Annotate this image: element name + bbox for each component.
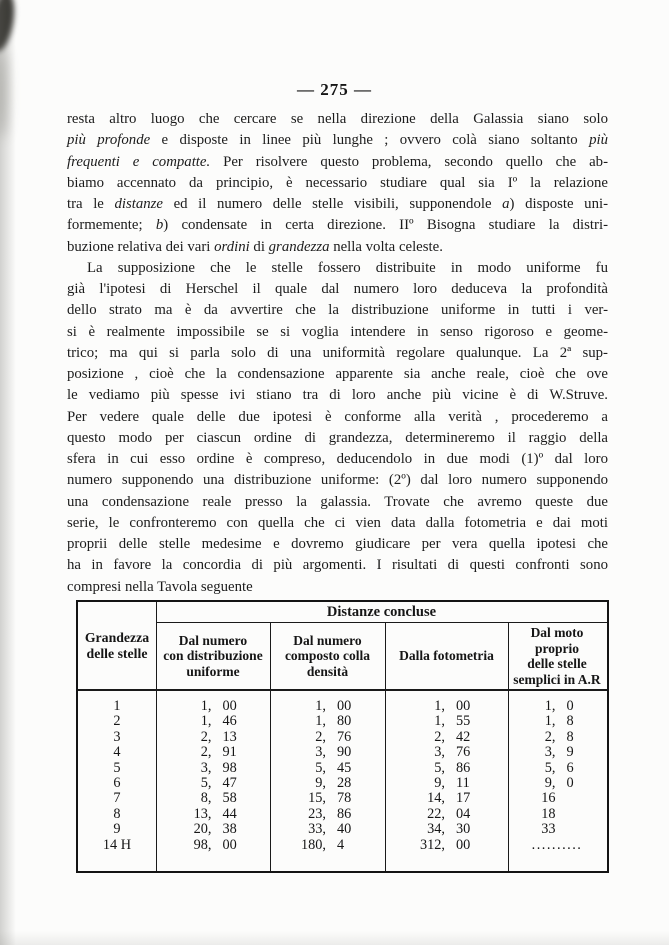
text-segment: Per risolvere questo problema, secondo quello che ab- (210, 153, 608, 170)
value-cell (156, 745, 270, 760)
header-line: semplici in A.R (513, 671, 601, 687)
page-number: — 275 — (297, 80, 372, 99)
text-segment: già l'ipotesi di Herschel il quale dal numero loro deduceva la profondità (67, 281, 608, 297)
magnitude-cell: 14 H (102, 836, 132, 853)
value-integer-part: 5, (200, 774, 212, 791)
value-decimal-part: 04 (456, 805, 471, 822)
value-integer-part: 15, (308, 790, 326, 807)
text-segment: compresi nella Tavola seguente (67, 578, 253, 595)
column-header (270, 623, 385, 689)
text-segment: una condensazione reale presso la galassia. Trovate che avremo queste due (67, 493, 608, 510)
italic-text: grandezza (268, 238, 330, 255)
column-header (156, 623, 270, 689)
text-segment: e disposte in linee più lunghe ; ovvero colà siano soltanto (150, 132, 590, 149)
value-decimal-part: 86 (456, 759, 471, 776)
value-decimal-part: 86 (337, 805, 352, 822)
italic-text: frequenti e compatte. (67, 153, 211, 170)
text-segment: nella volta celeste. (329, 238, 443, 255)
value-cell (508, 730, 606, 745)
value-cell (385, 776, 508, 791)
text-segment: ) disposte uni- (509, 196, 609, 212)
value-integer-part: 33, (308, 821, 326, 838)
column-header (385, 623, 508, 689)
text-line (67, 492, 608, 513)
value-decimal-part: 00 (222, 698, 237, 714)
value-decimal-part: 45 (337, 759, 352, 776)
value-cell (156, 807, 270, 822)
text-segment: si è realmente impossibile se si voglia intendere in senso rigoroso e geome- (67, 323, 608, 340)
value-integer-part: 312, (419, 836, 445, 853)
value-integer-part: 180, (300, 836, 326, 853)
value-decimal-part: 80 (337, 713, 352, 730)
value-decimal-part: 11 (456, 774, 470, 791)
text-segment: di (249, 238, 269, 255)
column-header (508, 623, 606, 689)
italic-text: a (502, 196, 510, 212)
table-row (78, 822, 607, 837)
value-decimal-part: 00 (222, 836, 237, 853)
text-line (67, 130, 608, 151)
value-integer-part: 9, (315, 774, 326, 791)
table-row (78, 791, 607, 806)
text-segment: ed il numero delle stelle visibili, supponendole (163, 196, 503, 212)
value-cell (385, 699, 508, 714)
value-cell (508, 838, 606, 853)
value-cell (385, 807, 508, 822)
results-table (76, 600, 609, 873)
text-block (67, 109, 608, 598)
value-decimal-part: 78 (337, 790, 352, 807)
text-line (67, 194, 608, 215)
value-integer-part: 2, (315, 728, 326, 745)
text-segment: posizione , cioè che la condensazione apparente sia anche reale, cioè che ove (67, 366, 608, 382)
text-segment: ) condensate in certa direzione. IIº Bisogna studiare la distri- (163, 217, 609, 234)
header-line: delle stelle (527, 656, 587, 671)
italic-text: b (155, 217, 164, 234)
value-integer-part: 3, (200, 759, 212, 776)
value-integer-part: 13, (193, 805, 212, 822)
value-decimal-part: 00 (456, 698, 471, 714)
column-header-grandezza (78, 602, 156, 689)
value-cell (270, 838, 385, 853)
table-row (78, 745, 607, 760)
text-line (67, 152, 608, 173)
text-line (67, 237, 608, 258)
value-integer-part: 1, (200, 713, 212, 730)
value-cell (508, 761, 606, 776)
value-decimal-part: 91 (222, 744, 237, 761)
value-cell (508, 699, 606, 714)
value-cell (385, 822, 508, 837)
value-cell (270, 822, 385, 837)
text-line (67, 343, 608, 364)
value-decimal-part: 28 (337, 774, 352, 791)
text-line (67, 555, 608, 576)
value-integer-part: 1, (434, 698, 445, 714)
value-integer-part: 1, (315, 713, 326, 730)
value-cell (508, 791, 606, 806)
italic-text: distanze (114, 196, 163, 212)
value-integer-part: 2, (434, 728, 445, 745)
value-cell (156, 776, 270, 791)
text-segment: proprii delle stelle medesime e dovremo giudicare per vera quella ipotesi che (67, 536, 608, 552)
value-decimal-part: 47 (222, 774, 237, 791)
value-integer-part: 1, (544, 698, 556, 714)
value-decimal-part: 76 (337, 728, 352, 745)
value-integer-part: 3, (434, 744, 445, 761)
value-integer-part: 23, (308, 805, 326, 822)
value-integer-part: 2, (544, 728, 556, 745)
value-cell (385, 714, 508, 729)
header-line: Dal moto proprio (530, 625, 584, 656)
value-cell (156, 730, 270, 745)
value-cell (385, 838, 508, 853)
header-line: densità (306, 663, 349, 679)
value-decimal-part: 40 (337, 821, 352, 838)
value-decimal-part: 98 (222, 759, 237, 776)
table-body (78, 699, 607, 853)
value-cell (156, 838, 270, 853)
text-line (67, 322, 608, 343)
value-cell (270, 699, 385, 714)
value-decimal-part: 9 (566, 744, 574, 761)
value-cell (156, 822, 270, 837)
text-segment: serie, le confronteremo con quella che ci vien data dalla fotometria e dai moti (67, 514, 608, 531)
text-line (67, 428, 608, 449)
table-row (78, 838, 607, 853)
ellipsis-value: .......... (531, 836, 583, 853)
text-line (67, 385, 608, 406)
text-segment: resta altro luogo che cercare se nella direzione della Galassia siano solo (67, 111, 608, 127)
value-decimal-part: 44 (222, 805, 237, 822)
table-row (78, 714, 607, 729)
text-line (67, 577, 608, 598)
value-cell (385, 761, 508, 776)
header-line: composto colla (284, 648, 371, 664)
value-decimal-part: 30 (456, 821, 471, 838)
value-decimal-part: 13 (222, 728, 237, 745)
text-line (67, 279, 608, 300)
text-line (67, 449, 608, 470)
value-decimal-part: 6 (566, 759, 574, 776)
magnitude-cell: 3 (113, 728, 121, 745)
text-segment: La supposizione che le stelle fossero distribuite in modo uniforme fu (87, 259, 608, 276)
value-decimal-part: 38 (222, 821, 237, 838)
value-integer-part: 5, (434, 759, 445, 776)
table-row (78, 730, 607, 745)
value-cell (385, 730, 508, 745)
value-cell (508, 776, 606, 791)
text-line (67, 513, 608, 534)
value-cell (270, 791, 385, 806)
header-line: uniforme (186, 663, 240, 679)
table-row (78, 807, 607, 822)
italic-text: più (589, 132, 608, 149)
header-line: con distribuzione (163, 648, 263, 664)
value-decimal-part: 00 (337, 698, 352, 714)
text-segment: sfera in cui esso ordine è compreso, deducendolo in due modi (1)º dal loro (67, 451, 608, 467)
value-integer-part: 34, (427, 821, 445, 838)
value-decimal-part: 4 (337, 836, 345, 853)
value-integer-part: 98, (193, 836, 212, 853)
header-line: Dal numero (293, 632, 362, 648)
value-cell (270, 714, 385, 729)
value-integer-part: 14, (427, 790, 445, 807)
value-cell (270, 745, 385, 760)
text-segment: ha in favore la concordia di più argomenti. I risultati di questi confronti sono (67, 557, 608, 574)
value-integer-part: 22, (427, 805, 445, 822)
value-integer-part: 18 (541, 805, 556, 822)
text-line (67, 534, 608, 555)
value-cell (385, 745, 508, 760)
text-segment: dello strato ma è da avvertire che la distribuzione uniforme in tutti i ver- (67, 302, 608, 319)
magnitude-cell: 5 (113, 759, 121, 776)
value-integer-part: 3, (315, 744, 326, 761)
value-cell (156, 714, 270, 729)
text-line (67, 300, 608, 321)
value-integer-part: 33 (541, 821, 556, 838)
value-integer-part: 20, (193, 821, 212, 838)
value-decimal-part: 90 (337, 744, 352, 761)
header-line: Dal numero (178, 632, 248, 648)
value-integer-part: 16 (541, 790, 556, 807)
value-decimal-part: 17 (456, 790, 471, 807)
value-cell (270, 807, 385, 822)
value-decimal-part: 0 (566, 774, 574, 791)
text-line (67, 215, 608, 236)
magnitude-cell: 1 (113, 698, 121, 714)
text-segment: biamo accennato da principio, è necessario studiare qual sia Iº la relazione (67, 174, 608, 191)
value-integer-part: 9, (544, 774, 556, 791)
text-segment: questo modo per ciascun ordine di grandezza, determineremo il raggio della (67, 429, 608, 446)
text-line (67, 470, 608, 491)
table-header-rule (78, 689, 607, 691)
value-integer-part: 5, (544, 759, 556, 776)
italic-text: più profonde (67, 132, 151, 149)
value-decimal-part: 58 (222, 790, 237, 807)
magnitude-cell: 8 (113, 805, 121, 822)
table-row (78, 699, 607, 714)
italic-text: ordini (214, 238, 250, 255)
text-segment: trico; ma qui si parla solo di una uniformità regolare qualunque. La 2ª sup- (67, 344, 608, 361)
magnitude-cell: 2 (113, 713, 121, 730)
value-integer-part: 1, (315, 698, 326, 714)
table-span-header: Distanze concluse (156, 602, 607, 623)
value-cell (508, 745, 606, 760)
value-cell (508, 822, 606, 837)
text-line (67, 407, 608, 428)
text-segment: formemente; (67, 217, 156, 234)
value-decimal-part: 46 (222, 713, 237, 730)
value-decimal-part: 00 (456, 836, 471, 853)
text-line (67, 109, 608, 130)
table-row (78, 761, 607, 776)
value-cell (270, 761, 385, 776)
value-integer-part: 2, (200, 744, 212, 761)
value-cell (156, 761, 270, 776)
text-line (67, 258, 608, 279)
value-cell (156, 791, 270, 806)
text-segment: tra le (67, 196, 115, 212)
value-cell (270, 776, 385, 791)
text-line (67, 364, 608, 385)
value-integer-part: 1, (434, 713, 445, 730)
value-integer-part: 8, (200, 790, 212, 807)
value-decimal-part: 0 (566, 698, 574, 714)
value-integer-part: 9, (434, 774, 445, 791)
value-integer-part: 5, (315, 759, 326, 776)
header-line: Dalla fotometria (399, 648, 494, 664)
header-line: Grandezza (84, 629, 150, 645)
value-decimal-part: 76 (456, 744, 471, 761)
value-decimal-part: 55 (456, 713, 471, 730)
magnitude-cell: 4 (113, 744, 121, 761)
page-edge-shadow-bottom (0, 931, 669, 945)
value-decimal-part: 42 (456, 728, 471, 745)
value-cell (508, 807, 606, 822)
value-decimal-part: 8 (566, 728, 574, 745)
value-integer-part: 1, (544, 713, 556, 730)
text-segment: Per vedere quale delle due ipotesi è conforme alla verità , procederemo a (67, 408, 608, 425)
header-line: delle stelle (86, 645, 148, 661)
value-integer-part: 2, (200, 728, 212, 745)
page-edge-shadow-left (0, 0, 16, 945)
text-segment: numero supponendo una distribuzione uniforme: (2º) dal loro numero supponendo (67, 472, 608, 489)
value-cell (385, 791, 508, 806)
magnitude-cell: 6 (113, 774, 121, 791)
value-decimal-part: 8 (566, 713, 574, 730)
magnitude-cell: 7 (113, 790, 121, 807)
text-segment: le vediamo più spesse ivi stiano tra di loro anche più vicine è di W.Struve. (67, 387, 608, 404)
value-cell (156, 699, 270, 714)
value-integer-part: 3, (544, 744, 556, 761)
magnitude-cell: 9 (113, 821, 121, 838)
value-integer-part: 1, (200, 698, 212, 714)
value-cell (508, 714, 606, 729)
value-cell (270, 730, 385, 745)
table-row (78, 776, 607, 791)
text-segment: buzione relativa dei vari (67, 238, 215, 255)
text-line (67, 173, 608, 194)
